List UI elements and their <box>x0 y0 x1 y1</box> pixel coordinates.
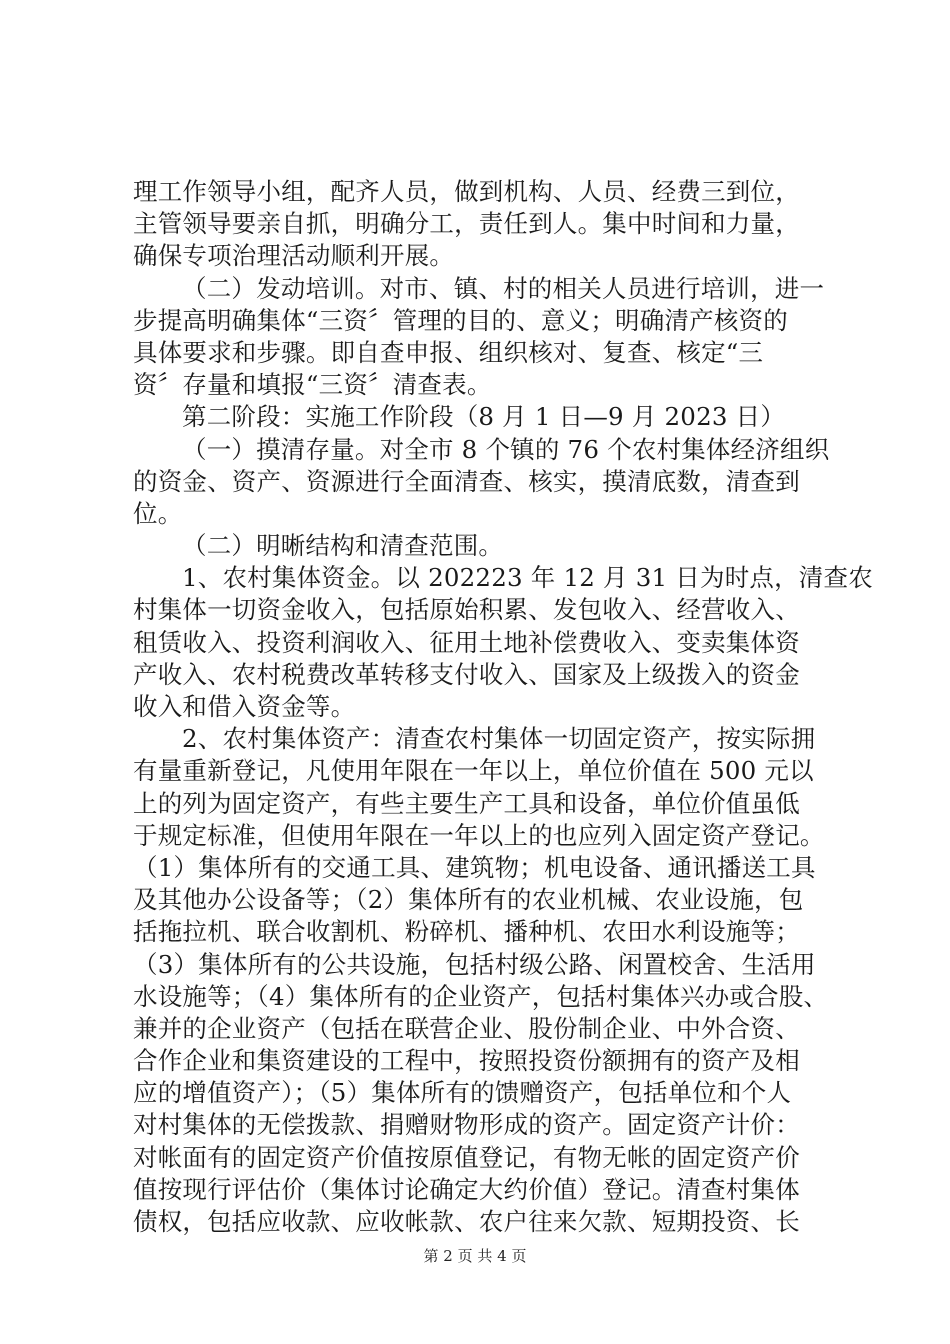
text-line: 租赁收入、投资利润收入、征用土地补偿费收入、变卖集体资 <box>133 627 800 657</box>
text-line: 水设施等；（4）集体所有的企业资产，包括村集体兴办或合股、 <box>133 981 829 1011</box>
text-line: （1）集体所有的交通工具、建筑物；机电设备、通讯播送工具 <box>133 852 816 882</box>
text-line: 于规定标准，但使用年限在一年以上的也应列入固定资产登记。 <box>133 820 825 850</box>
text-line: 2、农村集体资产：清查农村集体一切固定资产，按实际拥 <box>182 724 816 754</box>
text-line: 债权，包括应收款、应收帐款、农户往来欠款、短期投资、长 <box>133 1207 800 1236</box>
text-line: （3）集体所有的公共设施，包括村级公路、闲置校舍、生活用 <box>133 949 816 979</box>
text-line: 主管领导要亲自抓，明确分工，责任到人。集中时间和力量， <box>133 209 800 239</box>
text-line: 括拖拉机、联合收割机、粉碎机、播种机、农田水利设施等； <box>133 917 800 947</box>
text-line: 应的增值资产）；（5）集体所有的馈赠资产，包括单位和个人 <box>133 1078 792 1108</box>
text-line: 对帐面有的固定资产价值按原值登记，有物无帐的固定资产价 <box>133 1142 800 1172</box>
text-line: 收入和借入资金等。 <box>133 692 356 721</box>
text-line: （二）明晰结构和清查范围。 <box>182 531 504 561</box>
page-footer: 第 2 页 共 4 页 <box>423 1247 527 1265</box>
text-line: 1、农村集体资金。以 202223 年 12 月 31 日为时点，清查农 <box>182 563 873 593</box>
text-line: 值按现行评估价（集体讨论确定大约价值）登记。清查村集体 <box>133 1174 800 1204</box>
text-line: 步提高明确集体“三资〞管理的目的、意义；明确清产核资的 <box>133 305 788 335</box>
text-line: （二）发动培训。对市、镇、村的相关人员进行培训，进一 <box>182 273 825 303</box>
text-line: 村集体一切资金收入，包括原始积累、发包收入、经营收入、 <box>133 595 800 625</box>
text-line: 资〞存量和填报“三资〞清查表。 <box>133 370 492 400</box>
text-line: 理工作领导小组，配齐人员，做到机构、人员、经费三到位， <box>133 177 800 206</box>
text-line: （一）摸清存量。对全市 8 个镇的 76 个农村集体经济组织 <box>182 434 830 464</box>
text-line: 及其他办公设备等；（2）集体所有的农业机械、农业设施，包 <box>133 885 804 915</box>
text-line: 位。 <box>133 498 183 528</box>
text-line: 具体要求和步骤。即自查申报、组织核对、复查、核定“三 <box>133 337 764 367</box>
text-line: 有量重新登记，凡使用年限在一年以上，单位价值在 500 元以 <box>133 756 814 786</box>
text-line: 产收入、农村税费改革转移支付收入、国家及上级拨入的资金 <box>133 659 800 689</box>
text-line: 的资金、资产、资源进行全面清查、核实，摸清底数，清查到 <box>133 466 800 496</box>
document-body <box>133 176 873 1238</box>
text-line: 兼并的企业资产（包括在联营企业、股份制企业、中外合资、 <box>133 1013 800 1043</box>
text-line: 确保专项治理活动顺利开展。 <box>133 241 455 271</box>
text-line: 对村集体的无偿拨款、捐赠财物形成的资产。固定资产计价： <box>133 1110 800 1140</box>
text-line: 上的列为固定资产，有些主要生产工具和设备，单位价值虽低 <box>133 788 800 818</box>
text-line: 第二阶段：实施工作阶段（8 月 1 日—9 月 2023 日） <box>182 402 786 432</box>
text-line: 合作企业和集资建设的工程中，按照投资份额拥有的资产及相 <box>133 1046 800 1076</box>
